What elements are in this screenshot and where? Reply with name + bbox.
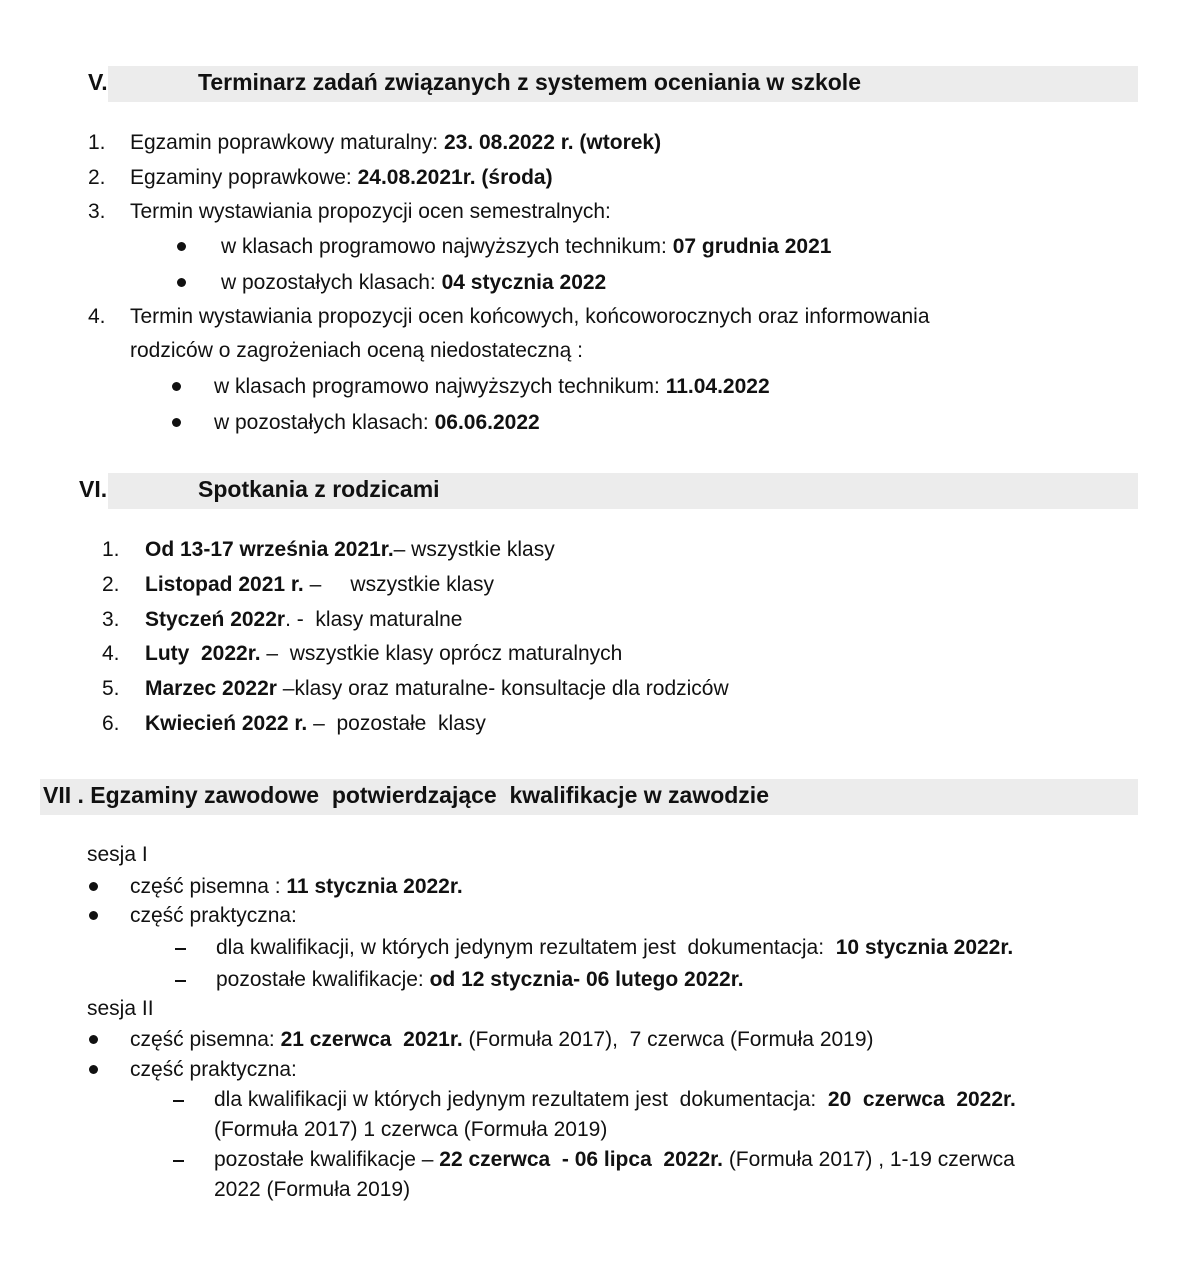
- item-number: 1.: [102, 538, 120, 561]
- item-label: Egzamin poprawkowy maturalny:: [130, 131, 444, 154]
- list-item: [102, 674, 120, 704]
- item-date: Listopad 2021 r.: [145, 573, 304, 596]
- item-date: 23. 08.2022 r. (wtorek): [443, 131, 662, 154]
- list-item-text: [145, 570, 494, 600]
- sub-item-date: 07 grudnia 2021: [672, 235, 832, 258]
- sub-item-label: w pozostałych klasach:: [214, 411, 435, 434]
- bullet-icon: [172, 382, 181, 391]
- section-v-title: Terminarz zadań związanych z systemem oceniania w szkole: [198, 69, 861, 95]
- list-item: [102, 535, 120, 565]
- item-date: 11 stycznia 2022r.: [286, 875, 463, 898]
- bullet-icon: [172, 418, 181, 427]
- list-item-text-line1: Termin wystawiania propozycji ocen końcowych, końcoworocznych oraz informowania: [130, 305, 930, 328]
- item-date: Luty 2022r.: [145, 642, 261, 665]
- sub-item-date: 06.06.2022: [434, 411, 540, 434]
- sub-item-text: [214, 1085, 1016, 1115]
- list-item: [88, 302, 106, 332]
- item-date: Od 13-17 września 2021r.: [145, 538, 394, 561]
- dash-icon: [175, 980, 186, 982]
- list-item-text: [130, 163, 553, 193]
- sub-item-date: 20 czerwca 2022r.: [827, 1088, 1016, 1111]
- item-label: –klasy oraz maturalne- konsultacje dla rodziców: [276, 677, 729, 700]
- bullet-icon: [89, 1035, 98, 1044]
- list-item-text: [145, 709, 486, 739]
- item-label: – wszystkie klasy oprócz maturalnych: [260, 642, 623, 665]
- sub-item-text-line2: (Formuła 2017) 1 czerwca (Formuła 2019): [214, 1118, 608, 1141]
- item-number: 6.: [102, 712, 120, 735]
- sub-item-label: w klasach programowo najwyższych technikum:: [221, 235, 673, 258]
- session-written: [130, 872, 463, 902]
- item-number: 3.: [88, 200, 106, 223]
- sub-item-date: od 12 stycznia- 06 lutego 2022r.: [429, 968, 744, 991]
- sub-item-text-line2: 2022 (Formuła 2019): [214, 1178, 411, 1201]
- section-vi-number: VI.: [79, 476, 108, 502]
- dash-icon: [173, 1100, 184, 1102]
- session-label: sesja I: [87, 843, 148, 866]
- section-vii-title: VII . Egzaminy zawodowe potwierdzające kwalifikacje w zawodzie: [43, 782, 769, 808]
- sub-item-label: dla kwalifikacji, w których jedynym rezultatem jest dokumentacja:: [216, 936, 836, 959]
- list-item: [88, 128, 106, 158]
- sub-item-label: pozostałe kwalifikacje:: [216, 968, 430, 991]
- list-item: [102, 570, 120, 600]
- item-number: 4.: [88, 305, 106, 328]
- sub-item-text: [214, 1145, 1015, 1175]
- session-written: [130, 1025, 874, 1055]
- sub-item-date: 04 stycznia 2022: [441, 271, 607, 294]
- list-item-text: [145, 639, 622, 669]
- sub-item-date: 22 czerwca - 06 lipca 2022r.: [439, 1148, 723, 1171]
- list-item-text: [145, 535, 555, 565]
- list-item: [88, 197, 106, 227]
- list-item: [88, 163, 106, 193]
- list-item: [102, 639, 120, 669]
- list-item-text: Termin wystawiania propozycji ocen semestralnych:: [130, 200, 611, 223]
- list-item-text: [145, 674, 729, 704]
- dash-icon: [173, 1160, 184, 1162]
- item-number: 4.: [102, 642, 120, 665]
- list-item-text: [145, 605, 463, 635]
- item-date: 21 czerwca 2021r.: [280, 1028, 463, 1051]
- sub-item-text: [221, 268, 606, 298]
- item-label: część pisemna:: [130, 1028, 281, 1051]
- list-item-text-line2: rodziców o zagrożeniach oceną niedostateczną :: [130, 339, 583, 362]
- bullet-icon: [89, 1065, 98, 1074]
- item-date: 24.08.2021r. (środa): [357, 166, 553, 189]
- list-item: [102, 709, 120, 739]
- item-number: 2.: [102, 573, 120, 596]
- item-number: 1.: [88, 131, 106, 154]
- item-date: Kwiecień 2022 r.: [145, 712, 308, 735]
- sub-item-label: w klasach programowo najwyższych technikum:: [214, 375, 666, 398]
- section-vi-title: Spotkania z rodzicami: [198, 476, 440, 502]
- session-label: sesja II: [87, 997, 154, 1020]
- sub-item-label: w pozostałych klasach:: [221, 271, 442, 294]
- session-practical: część praktyczna:: [130, 1058, 297, 1081]
- item-number: 3.: [102, 608, 120, 631]
- sub-item-text: [216, 933, 1013, 963]
- sub-item-date: 10 stycznia 2022r.: [835, 936, 1014, 959]
- item-date: Marzec 2022r: [145, 677, 277, 700]
- session-practical: część praktyczna:: [130, 904, 297, 927]
- sub-item-text: [216, 965, 744, 995]
- item-number: 5.: [102, 677, 120, 700]
- sub-item-label: pozostałe kwalifikacje –: [214, 1148, 440, 1171]
- bullet-icon: [89, 882, 98, 891]
- item-note: (Formuła 2017), 7 czerwca (Formuła 2019): [462, 1028, 874, 1051]
- dash-icon: [175, 948, 186, 950]
- sub-item-label: dla kwalifikacji w których jedynym rezultatem jest dokumentacja:: [214, 1088, 828, 1111]
- sub-item-text: [214, 408, 540, 438]
- item-label: Egzaminy poprawkowe:: [130, 166, 358, 189]
- section-v-number: V.: [88, 69, 108, 95]
- list-item: [102, 605, 120, 635]
- item-label: – wszystkie klasy: [393, 538, 555, 561]
- bullet-icon: [89, 911, 98, 920]
- item-label: . - klasy maturalne: [285, 608, 463, 631]
- list-item-text: [130, 128, 661, 158]
- sub-item-text: [221, 232, 831, 262]
- bullet-icon: [177, 242, 186, 251]
- sub-item-text: [214, 372, 770, 402]
- item-number: 2.: [88, 166, 106, 189]
- sub-item-date: 11.04.2022: [665, 375, 770, 398]
- item-label: część pisemna :: [130, 875, 287, 898]
- item-label: – pozostałe klasy: [307, 712, 486, 735]
- item-label: – wszystkie klasy: [303, 573, 494, 596]
- item-note: (Formuła 2017) , 1-19 czerwca: [722, 1148, 1015, 1171]
- bullet-icon: [177, 278, 186, 287]
- item-date: Styczeń 2022r: [145, 608, 286, 631]
